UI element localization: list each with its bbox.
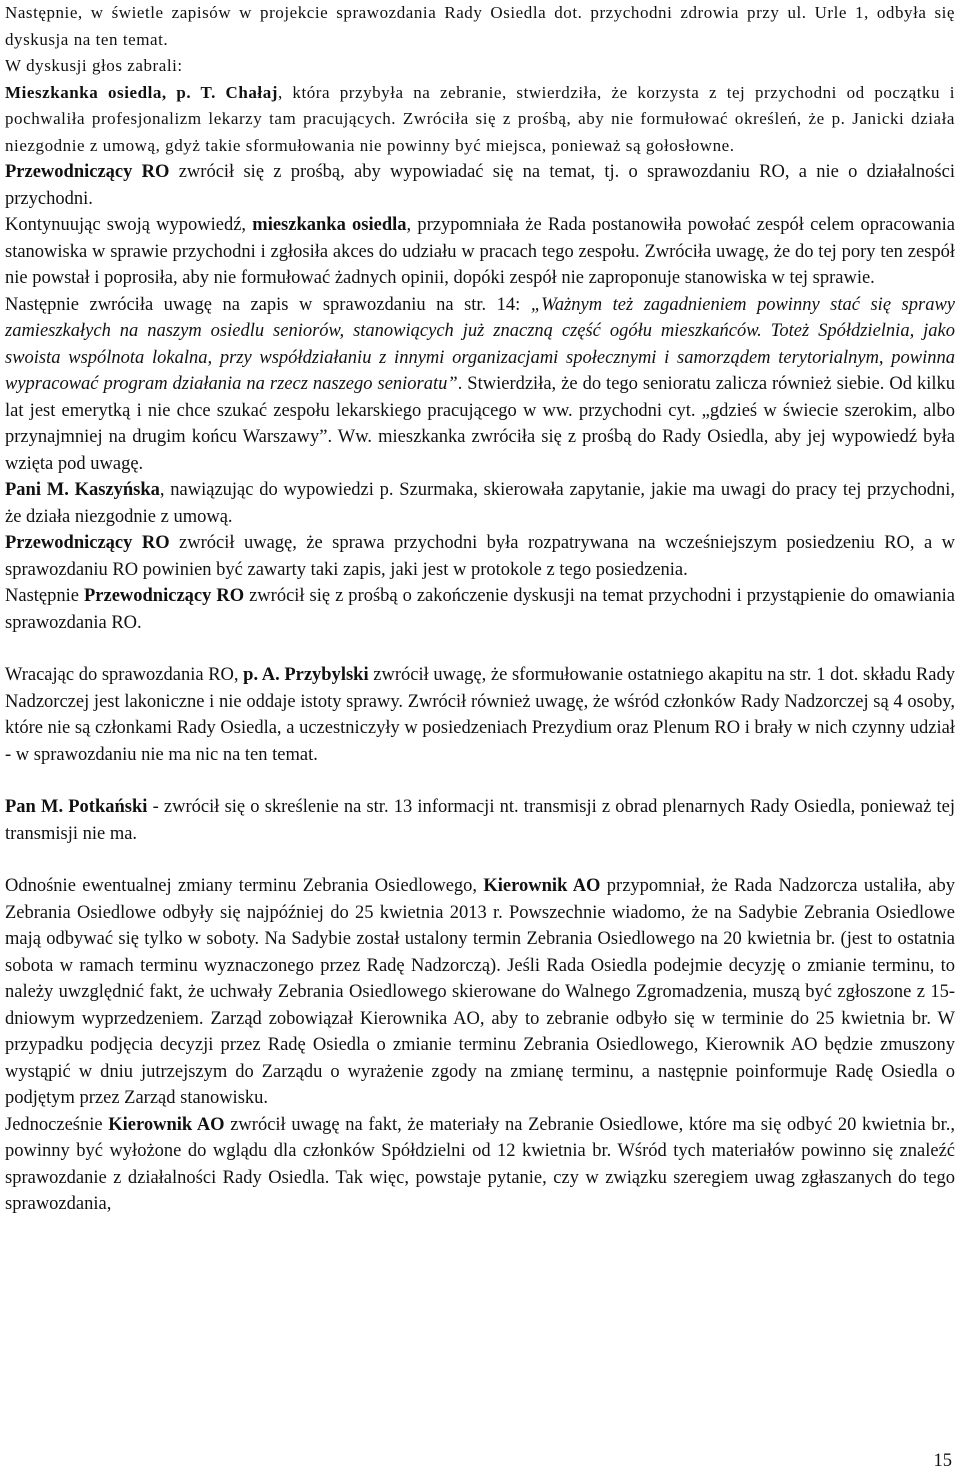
paragraph-text: zwrócił się z prośbą o zakończenie dyskusji na temat przychodni i przystąpienie do omawiania sprawozdania RO. — [5, 586, 955, 633]
quoted-text: „Ważnym też zagadnieniem powinny stać się sprawy zamieszkałych na naszym osiedlu seniorów, stanowiących już znaczną część ogółu mieszkańców. Toteż Spółdzielnia, jako swoista wspólnota lokalna, przy współdziałaniu z innymi organizacjami społecznymi i samorządem terytorialnym, powinna wypracować program działania na rzecz naszego senioratu” — [5, 294, 955, 394]
paragraph-text: zwrócił uwagę na fakt, że materiały na Zebranie Osiedlowe, które ma się odbyć 20 kwietnia br., powinny być wyłożone do wglądu dla członków Spółdzielni od 12 kwietnia br. Wśród tych materiałów powinno się znaleźć sprawozdanie z działalności Rady Osiedla. Tak więc, powstaje pytanie, czy w związku szeregiem uwag zgłaszanych do tego sprawozdania, — [5, 1114, 955, 1214]
paragraph-materials — [5, 1112, 955, 1218]
paragraph-meeting-date — [5, 873, 955, 1112]
paragraph-report-quote — [5, 292, 955, 478]
paragraph-text: - zwrócił się o skreślenie na str. 13 informacji nt. transmisji z obrad plenarnych Rady Osiedla, ponieważ tej transmisji nie ma. — [5, 797, 956, 844]
paragraph-gap — [5, 768, 955, 794]
paragraph-speakers-heading — [5, 53, 955, 80]
speaker-name: Pan M. Potkański — [5, 797, 148, 817]
paragraph-text: W dyskusji głos zabrali: — [5, 56, 183, 75]
speaker-name: Kierownik AO — [483, 876, 601, 896]
paragraph-text: Odnośnie ewentualnej zmiany terminu Zebrania Osiedlowego, — [5, 876, 484, 896]
paragraph-chairman-remark — [5, 530, 955, 583]
paragraph-text: Wracając do sprawozdania RO, — [5, 665, 244, 685]
speaker-name: Mieszkanka osiedla, p. T. Chałaj — [5, 82, 278, 102]
paragraph-gap — [5, 636, 955, 662]
speaker-name: p. A. Przybylski — [243, 665, 369, 685]
speaker-name: mieszkanka osiedla — [252, 215, 407, 235]
paragraph-kaszynska — [5, 477, 955, 530]
paragraph-potkanski — [5, 794, 955, 847]
paragraph-chairman-request — [5, 159, 955, 212]
paragraph-text: Jednocześnie — [5, 1114, 109, 1135]
paragraph-text: zwrócił uwagę, że sformułowanie ostatniego akapitu na str. 1 dot. składu Rady Nadzorczej jest lakoniczne i nie oddaje istoty sprawy. Zwrócił również uwagę, że wśród członków Rady Nadzorczej są 4 osoby, które nie są członkami Rady Osiedla, a uczestniczyły w posiedzeniach Prezydium oraz Plenum RO i brały w nich czynny udział - w sprawozdaniu nie ma nic na ten temat. — [5, 665, 955, 765]
paragraph-text: Kontynuując swoją wypowiedź, — [5, 215, 253, 235]
paragraph-text: zwrócił uwagę, że sprawa przychodni była rozpatrywana na wcześniejszym posiedzeniu RO, a w sprawozdaniu RO powinien być zawarty taki zapis, jaki jest w protokole z tego posiedzenia. — [5, 533, 955, 580]
paragraph-gap — [5, 847, 955, 873]
paragraph-intro — [5, 0, 955, 53]
paragraph-text: . Stwierdziła, że do tego senioratu zalicza również siebie. Od kilku lat jest emerytką i nie chce szukać zespołu lekarskiego pracującego w ww. przychodni cyt. „gdzieś w świecie szerokim, albo przynajmniej na drugim końcu Warszawy”. Ww. mieszkanka zwróciła się z prośbą do Rady Osiedla, aby jej wypowiedź była wzięta pod uwagę. — [5, 374, 955, 474]
paragraph-text: przypomniał, że Rada Nadzorcza ustaliła, aby Zebrania Osiedlowe odbyły się najpóźniej do 25 kwietnia 2013 r. Powszechnie wiadomo, że na Sadybie Zebrania Osiedlowe mają odbywać się tylko w soboty. Na Sadybie został ustalony termin Zebrania Osiedlowego na 20 kwietnia br. (jest to ostatnia sobota w ramach terminu wyznaczonego przez Radę Nadzorczą). Jeśli Rada Osiedla podejmie decyzję o zmianie terminu, to należy uwzględnić fakt, że uchwały Zebrania Osiedlowego skierowane do Walnego Zgromadzenia, muszą być zgłoszone z 15-dniowym wyprzedzeniem. Zarząd zobowiązał Kierownika AO, aby to zebranie odbyło się w terminie do 25 kwietnia br. W przypadku podjęcia decyzji przez Radę Osiedla o zmianie terminu Zebrania Osiedlowego, Kierownik AO będzie zmuszony wystąpić w dniu jutrzejszym do Zarządu o wyrażenie zgody na zmianę terminu, a następnie poinformuje Radę Osiedla o podjętym przez Zarząd stanowisku. — [5, 876, 956, 1108]
paragraph-text: Następnie, w świetle zapisów w projekcie sprawozdania Rady Osiedla dot. przychodni zdrowia przy ul. Urle 1, odbyła się dyskusja na ten temat. — [5, 3, 955, 49]
paragraph-przybylski — [5, 662, 955, 768]
paragraph-text: , nawiązując do wypowiedzi p. Szurmaka, skierowała zapytanie, jakie ma uwagi do pracy tej przychodni, że działa niezgodnie z umową. — [5, 480, 955, 527]
speaker-name: Przewodniczący RO — [5, 533, 170, 553]
paragraph-chalaj — [5, 80, 955, 160]
page-number: 15 — [933, 1450, 952, 1471]
speaker-name: Kierownik AO — [108, 1114, 225, 1135]
speaker-name: Przewodniczący RO — [5, 162, 170, 182]
paragraph-text: Następnie zwróciła uwagę na zapis w sprawozdaniu na str. 14: — [5, 294, 531, 315]
paragraph-text: , która przybyła na zebranie, stwierdziła, że korzysta z tej przychodni od początku i pochwaliła profesjonalizm lekarzy tam pracujących. Zwróciła się z prośbą, aby nie formułować określeń, że p. Janicki działa niezgodnie z umową, gdyż takie sformułowania nie powinny być miejsca, ponieważ są gołosłowne. — [5, 82, 955, 155]
paragraph-text: zwrócił się z prośbą, aby wypowiadać się na temat, tj. o sprawozdaniu RO, a nie o działalności przychodni. — [5, 162, 955, 209]
speaker-name: Pani M. Kaszyńska — [5, 480, 160, 500]
paragraph-text: Następnie — [5, 586, 84, 606]
paragraph-resident-continues — [5, 212, 955, 292]
speaker-name: Przewodniczący RO — [83, 586, 245, 606]
paragraph-text: , przypomniała że Rada postanowiła powołać zespół celem opracowania stanowiska w sprawie przychodni i zgłosiła akces do udziału w pracach tego zespołu. Zwróciła uwagę, że do tej pory ten zespół nie powstał i poprosiła, aby nie formułować żadnych opinii, dopóki zespół nie zaproponuje stanowiska w tej sprawie. — [5, 215, 955, 288]
paragraph-chairman-close — [5, 583, 955, 636]
